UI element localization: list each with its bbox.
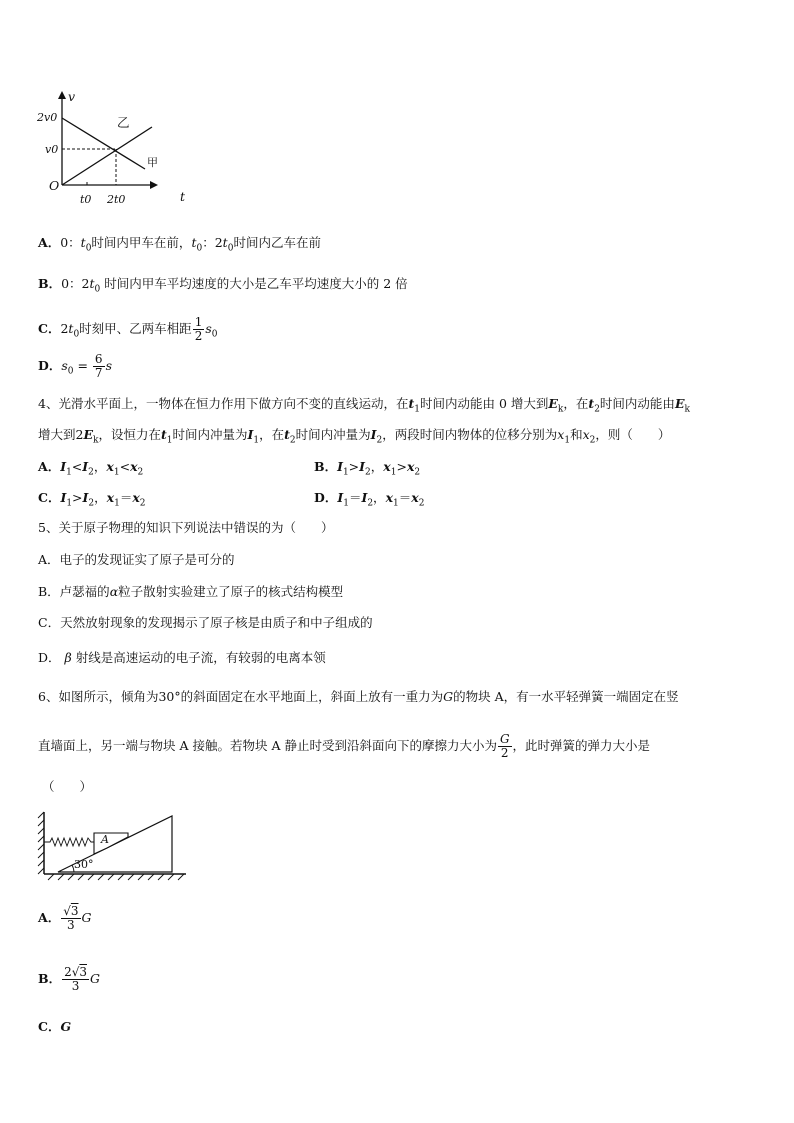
q5-option-b[interactable]: B．卢瑟福的α粒子散射实验建立了原子的核式结构模型 bbox=[38, 584, 344, 599]
vt-y-tick-v0: v0 bbox=[45, 143, 59, 156]
q5-option-a[interactable]: A．电子的发现证实了原子是可分的 bbox=[38, 552, 235, 567]
q4-stem-line2: 增大到$2E_k$，设恒力在$t_1$时间内冲量为$I_1$，在$t_2$时间内冲量为$I_2$，两段时间内物体的位移分别为$x_1$和$x_2$，则（ ） bbox=[38, 427, 671, 446]
vt-x-tick-t0: t0 bbox=[80, 193, 92, 206]
incline-figure bbox=[36, 806, 192, 886]
vt-line-yi-label: 乙 bbox=[117, 115, 130, 130]
vt-line-jia-label: 甲 bbox=[147, 156, 158, 169]
q6-option-b[interactable]: B． $\frac{2√3}{3}$ G bbox=[38, 965, 100, 993]
vt-y-tick-2v0: 2v0 bbox=[37, 111, 58, 124]
vt-x-axis-label: t bbox=[180, 189, 186, 204]
vt-x-tick-2t0: 2t0 bbox=[107, 193, 126, 206]
q4-stem-line1: 4、光滑水平面上，一物体在恒力作用下做方向不变的直线运动，在$t_1$时间内动能由 0 增大到$E_k$，在$t_2$时间内动能由$E_k$ bbox=[38, 396, 690, 415]
q3-option-b[interactable]: B．0：$2t_0$ 时间内甲车平均速度的大小是乙车平均速度大小的 2 倍 bbox=[38, 276, 408, 295]
q4-option-d[interactable]: D．$I_1=I_2$，$x_1=x_2$ bbox=[314, 490, 425, 509]
q5-option-c[interactable]: C．天然放射现象的发现揭示了原子核是由质子和中子组成的 bbox=[38, 615, 373, 630]
incline-block-label: A bbox=[101, 833, 109, 846]
q5-stem: 5、关于原子物理的知识下列说法中错误的为（ ） bbox=[38, 520, 334, 535]
q6-paren: （ ） bbox=[42, 779, 93, 794]
vt-origin-label: O bbox=[49, 178, 60, 193]
q6-option-c[interactable]: C．G bbox=[38, 1019, 72, 1034]
q4-option-c[interactable]: C．$I_1>I_2$，$x_1=x_2$ bbox=[38, 490, 146, 509]
q4-option-b[interactable]: B．$I_1>I_2$，$x_1>x_2$ bbox=[314, 459, 421, 478]
q5-option-d[interactable]: D． β 射线是高速运动的电子流，有较弱的电离本领 bbox=[38, 650, 326, 665]
vt-y-axis-label: v bbox=[68, 89, 76, 104]
q4-option-a[interactable]: A．$I_1<I_2$，$x_1<x_2$ bbox=[38, 459, 144, 478]
q3-option-a[interactable]: A．0：$t_0$时间内甲车在前，$t_0$：$2t_0$时间内乙车在前 bbox=[38, 235, 321, 254]
incline-angle-label: 30° bbox=[74, 858, 94, 871]
q6-option-a[interactable]: A． $\frac{√3}{3}$ G bbox=[38, 904, 92, 932]
q6-stem-line1: 6、如图所示，倾角为30°的斜面固定在水平地面上，斜面上放有一重力为G的物块 A，有一水平轻弹簧一端固定在竖 bbox=[38, 689, 679, 704]
q3-option-c[interactable]: C．$2t_0$时刻甲、乙两车相距 $\frac{1}{2}$ $s_0$ bbox=[38, 315, 218, 343]
q3-option-d[interactable]: D．$s_0$ = $\frac{6}{7}$ s bbox=[38, 352, 112, 380]
q6-stem-line2: 直墙面上，另一端与物块 A 接触。若物块 A 静止时受到沿斜面向下的摩擦力大小为 $\frac{G}{2}$ ，此时弹簧的弹力大小是 bbox=[38, 732, 651, 760]
